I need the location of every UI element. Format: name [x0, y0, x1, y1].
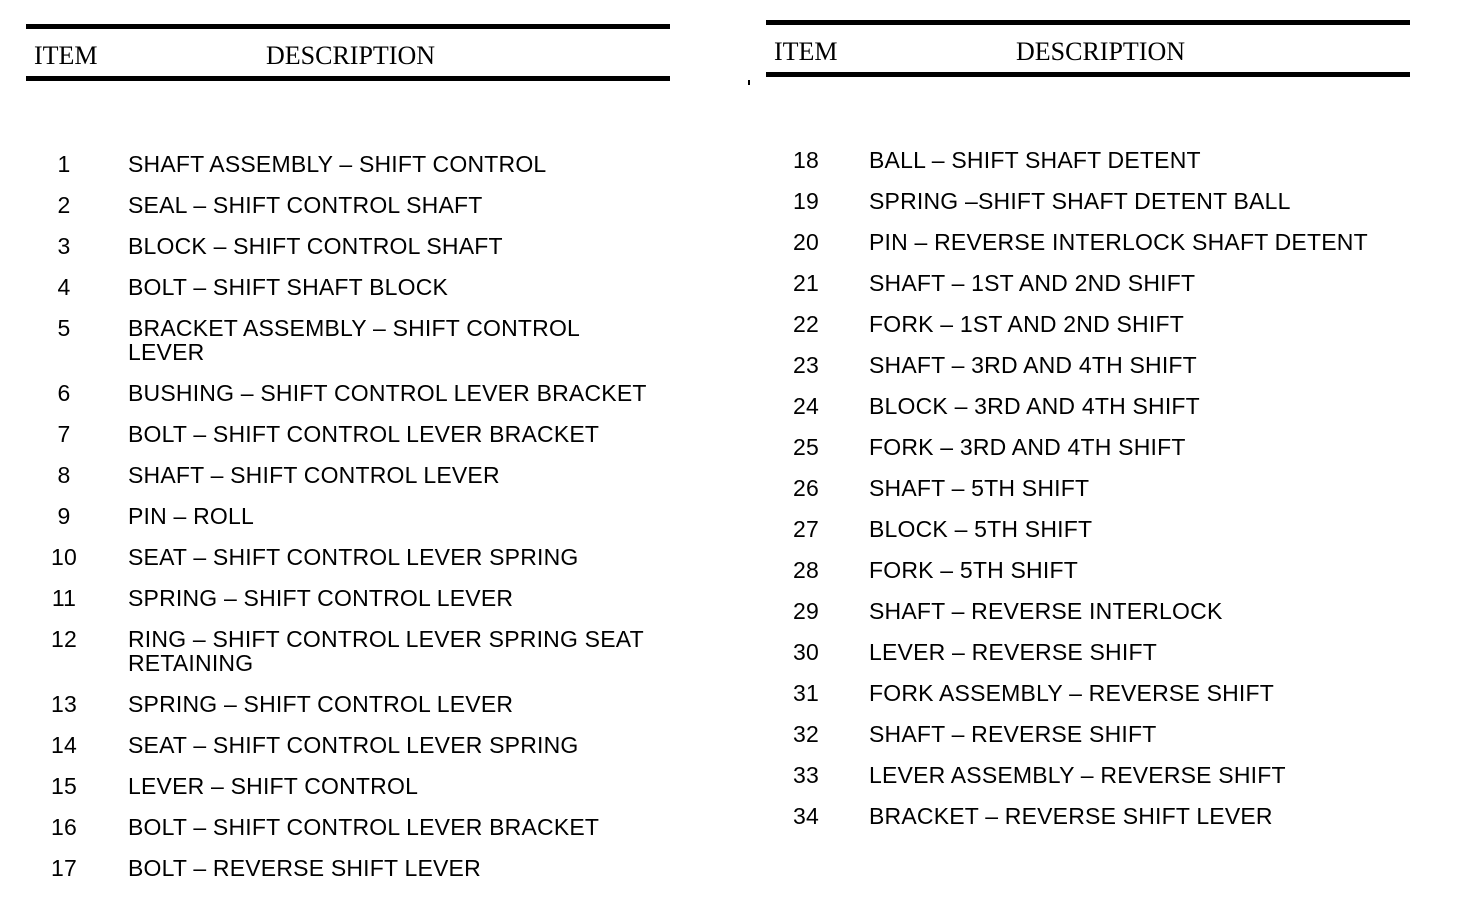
item-description: RING – SHIFT CONTROL LEVER SPRING SEAT RETAINING: [128, 626, 644, 676]
item-description: BRACKET ASSEMBLY – SHIFT CONTROL LEVER: [128, 315, 580, 365]
table-row: [766, 271, 1410, 295]
item-number: 20: [793, 229, 819, 255]
item-number: 22: [793, 311, 819, 337]
table-row: [766, 763, 1410, 787]
description-column-header: DESCRIPTION: [266, 41, 436, 70]
table-row: [766, 722, 1410, 746]
item-description: SPRING – SHIFT CONTROL LEVER: [128, 585, 514, 611]
table-row: [766, 394, 1410, 418]
item-number: 30: [793, 639, 819, 665]
item-description: BLOCK – 5TH SHIFT: [869, 516, 1093, 542]
header-bottom-rule: [766, 72, 1410, 77]
item-number: 21: [793, 270, 819, 296]
table-row: [26, 586, 670, 610]
item-description: FORK ASSEMBLY – REVERSE SHIFT: [869, 680, 1275, 706]
left-parts-table: [26, 24, 670, 881]
item-description: SHAFT – REVERSE INTERLOCK: [869, 598, 1223, 624]
table-row: [26, 316, 670, 364]
item-description: SPRING –SHIFT SHAFT DETENT BALL: [869, 188, 1291, 214]
item-number: 1: [57, 151, 71, 177]
item-description: LEVER ASSEMBLY – REVERSE SHIFT: [869, 762, 1286, 788]
item-number: 32: [793, 721, 819, 747]
item-description: LEVER – SHIFT CONTROL: [128, 773, 419, 799]
item-number: 27: [793, 516, 819, 542]
item-number: 3: [57, 233, 71, 259]
item-number: 34: [793, 803, 819, 829]
table-row: [26, 692, 670, 716]
item-number: 12: [51, 626, 77, 652]
item-description: FORK – 3RD AND 4TH SHIFT: [869, 434, 1186, 460]
item-description: SHAFT – REVERSE SHIFT: [869, 721, 1157, 747]
table-row: [26, 381, 670, 405]
item-description: SHAFT – 3RD AND 4TH SHIFT: [869, 352, 1197, 378]
item-description: BUSHING – SHIFT CONTROL LEVER BRACKET: [128, 380, 647, 406]
table-row: [766, 312, 1410, 336]
table-row: [766, 640, 1410, 664]
item-description: BLOCK – SHIFT CONTROL SHAFT: [128, 233, 503, 259]
item-column-header: ITEM: [34, 41, 98, 70]
item-number: 7: [57, 421, 71, 447]
table-row: [766, 353, 1410, 377]
table-row: [26, 463, 670, 487]
item-description: SEAT – SHIFT CONTROL LEVER SPRING: [128, 732, 579, 758]
item-column-header: ITEM: [774, 37, 838, 66]
item-description: PIN – REVERSE INTERLOCK SHAFT DETENT: [869, 229, 1368, 255]
table-row: [766, 517, 1410, 541]
item-description: SHAFT – SHIFT CONTROL LEVER: [128, 462, 500, 488]
table-row: [766, 558, 1410, 582]
scan-mark: [748, 80, 750, 85]
item-number: 14: [51, 732, 77, 758]
item-number: 29: [793, 598, 819, 624]
item-number: 25: [793, 434, 819, 460]
table-row: [26, 275, 670, 299]
item-number: 13: [51, 691, 77, 717]
table-row: [26, 193, 670, 217]
item-number: 23: [793, 352, 819, 378]
item-description: BOLT – REVERSE SHIFT LEVER: [128, 855, 481, 881]
table-row: [26, 422, 670, 446]
parts-list: [766, 148, 1410, 845]
item-description: LEVER – REVERSE SHIFT: [869, 639, 1157, 665]
table-header: [766, 25, 1410, 72]
table-row: [766, 148, 1410, 172]
item-number: 11: [51, 585, 77, 611]
table-row: [766, 681, 1410, 705]
item-number: 2: [57, 192, 71, 218]
parts-list: [26, 152, 670, 897]
item-number: 4: [57, 274, 71, 300]
table-row: [26, 733, 670, 757]
table-row: [766, 230, 1410, 254]
table-row: [26, 856, 670, 880]
table-row: [766, 435, 1410, 459]
item-description: BLOCK – 3RD AND 4TH SHIFT: [869, 393, 1200, 419]
table-row: [26, 627, 670, 675]
item-description: BOLT – SHIFT SHAFT BLOCK: [128, 274, 449, 300]
table-row: [26, 152, 670, 176]
item-description: PIN – ROLL: [128, 503, 254, 529]
item-description: BALL – SHIFT SHAFT DETENT: [869, 147, 1201, 173]
item-number: 15: [51, 773, 77, 799]
item-description: SHAFT – 5TH SHIFT: [869, 475, 1090, 501]
item-number: 19: [793, 188, 819, 214]
item-description: SEAT – SHIFT CONTROL LEVER SPRING: [128, 544, 579, 570]
item-description: FORK – 1ST AND 2ND SHIFT: [869, 311, 1184, 337]
table-row: [766, 599, 1410, 623]
item-description: SPRING – SHIFT CONTROL LEVER: [128, 691, 514, 717]
item-number: 26: [793, 475, 819, 501]
table-row: [766, 804, 1410, 828]
table-row: [766, 189, 1410, 213]
item-number: 16: [51, 814, 77, 840]
table-row: [766, 476, 1410, 500]
item-number: 31: [793, 680, 819, 706]
table-row: [26, 815, 670, 839]
item-number: 8: [57, 462, 71, 488]
item-description: BOLT – SHIFT CONTROL LEVER BRACKET: [128, 814, 600, 840]
table-row: [26, 774, 670, 798]
item-number: 18: [793, 147, 819, 173]
item-description: SEAL – SHIFT CONTROL SHAFT: [128, 192, 483, 218]
table-row: [26, 504, 670, 528]
item-number: 5: [57, 315, 71, 341]
table-row: [26, 545, 670, 569]
item-number: 17: [51, 855, 77, 881]
item-number: 6: [57, 380, 71, 406]
item-number: 33: [793, 762, 819, 788]
item-number: 9: [57, 503, 71, 529]
item-number: 10: [51, 544, 77, 570]
description-column-header: DESCRIPTION: [1016, 37, 1186, 66]
item-description: SHAFT ASSEMBLY – SHIFT CONTROL: [128, 151, 547, 177]
header-bottom-rule: [26, 76, 670, 81]
item-description: FORK – 5TH SHIFT: [869, 557, 1078, 583]
item-description: SHAFT – 1ST AND 2ND SHIFT: [869, 270, 1196, 296]
table-row: [26, 234, 670, 258]
item-description: BRACKET – REVERSE SHIFT LEVER: [869, 803, 1273, 829]
table-header: [26, 29, 670, 76]
item-number: 24: [793, 393, 819, 419]
item-description: BOLT – SHIFT CONTROL LEVER BRACKET: [128, 421, 600, 447]
item-number: 28: [793, 557, 819, 583]
right-parts-table: [766, 20, 1410, 829]
